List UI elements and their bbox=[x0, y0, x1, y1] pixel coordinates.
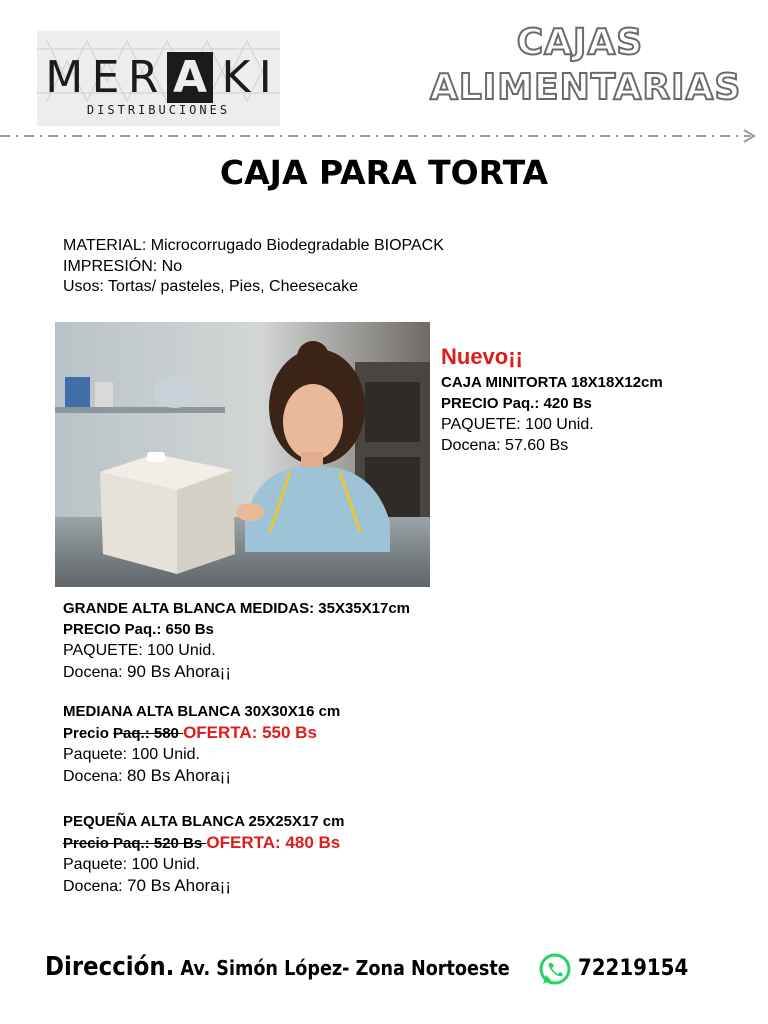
divider-arrow bbox=[0, 128, 768, 144]
category-heading bbox=[430, 20, 742, 110]
old-price: Precio Paq.: 520 Bs bbox=[63, 835, 207, 852]
uses-line: Usos: Tortas/ pasteles, Pies, Cheesecake bbox=[63, 278, 358, 295]
logo-letter: R bbox=[127, 51, 159, 103]
logo-wordmark bbox=[37, 51, 280, 103]
new-product-price: PRECIO Paq.: 420 Bs bbox=[441, 395, 592, 412]
dozen-value: 90 Bs Ahora¡¡ bbox=[127, 662, 231, 681]
price-prefix: Precio bbox=[63, 725, 114, 742]
old-price: Paq.: 580 bbox=[113, 725, 184, 742]
address-label: Dirección. bbox=[45, 952, 175, 982]
product-large bbox=[63, 598, 410, 683]
product-price bbox=[63, 722, 340, 744]
product-package: Paquete: 100 Unid. bbox=[63, 746, 200, 763]
category-line-2: ALIMENTARIAS bbox=[430, 67, 742, 108]
print-line: IMPRESIÓN: No bbox=[63, 257, 183, 275]
new-badge: Nuevo¡¡ bbox=[441, 344, 523, 369]
dozen-label: Docena: bbox=[63, 664, 128, 681]
phone-number[interactable]: 72219154 bbox=[578, 956, 689, 981]
logo-letter: K bbox=[221, 51, 251, 103]
product-medium bbox=[63, 701, 340, 787]
dozen-value: 80 Bs Ahora¡¡ bbox=[127, 766, 231, 785]
logo-letter-highlight: A bbox=[167, 52, 213, 103]
product-dozen bbox=[63, 661, 410, 683]
product-name: GRANDE ALTA BLANCA MEDIDAS: 35X35X17cm bbox=[63, 600, 410, 617]
product-price: PRECIO Paq.: 650 Bs bbox=[63, 621, 214, 638]
brand-logo bbox=[37, 31, 280, 126]
logo-letter: M bbox=[45, 51, 84, 103]
material-line: MATERIAL: Microcorrugado Biodegradable BIOPACK bbox=[63, 237, 444, 254]
logo-letter: I bbox=[258, 51, 272, 103]
category-line-1: CAJAS bbox=[516, 22, 644, 63]
dozen-value: 70 Bs Ahora¡¡ bbox=[127, 876, 231, 895]
address-value: Av. Simón López- Zona Nortoeste bbox=[174, 956, 510, 980]
product-name: MEDIANA ALTA BLANCA 30X30X16 cm bbox=[63, 703, 341, 720]
logo-subtitle: DISTRIBUCIONES bbox=[86, 103, 231, 117]
offer-price: OFERTA: 480 Bs bbox=[206, 833, 341, 852]
product-dozen bbox=[63, 765, 340, 787]
product-small bbox=[63, 811, 344, 897]
new-product bbox=[441, 342, 663, 456]
new-product-dozen: Docena: 57.60 Bs bbox=[441, 437, 569, 454]
product-info bbox=[63, 236, 444, 298]
product-name: PEQUEÑA ALTA BLANCA 25X25X17 cm bbox=[63, 813, 345, 830]
logo-letter: E bbox=[91, 51, 120, 103]
dozen-label: Docena: bbox=[63, 878, 128, 895]
offer-price: OFERTA: 550 Bs bbox=[183, 723, 317, 742]
whatsapp-icon bbox=[538, 953, 572, 987]
product-package: PAQUETE: 100 Unid. bbox=[63, 642, 216, 659]
new-product-name: CAJA MINITORTA 18X18X12cm bbox=[441, 374, 663, 391]
product-package: Paquete: 100 Unid. bbox=[63, 856, 200, 873]
footer-address bbox=[45, 952, 510, 982]
new-product-package: PAQUETE: 100 Unid. bbox=[441, 416, 594, 433]
product-photo bbox=[55, 322, 430, 587]
page-title: CAJA PARA TORTA bbox=[219, 153, 549, 192]
product-dozen bbox=[63, 875, 344, 897]
dozen-label: Docena: bbox=[63, 768, 128, 785]
product-price bbox=[63, 832, 344, 854]
